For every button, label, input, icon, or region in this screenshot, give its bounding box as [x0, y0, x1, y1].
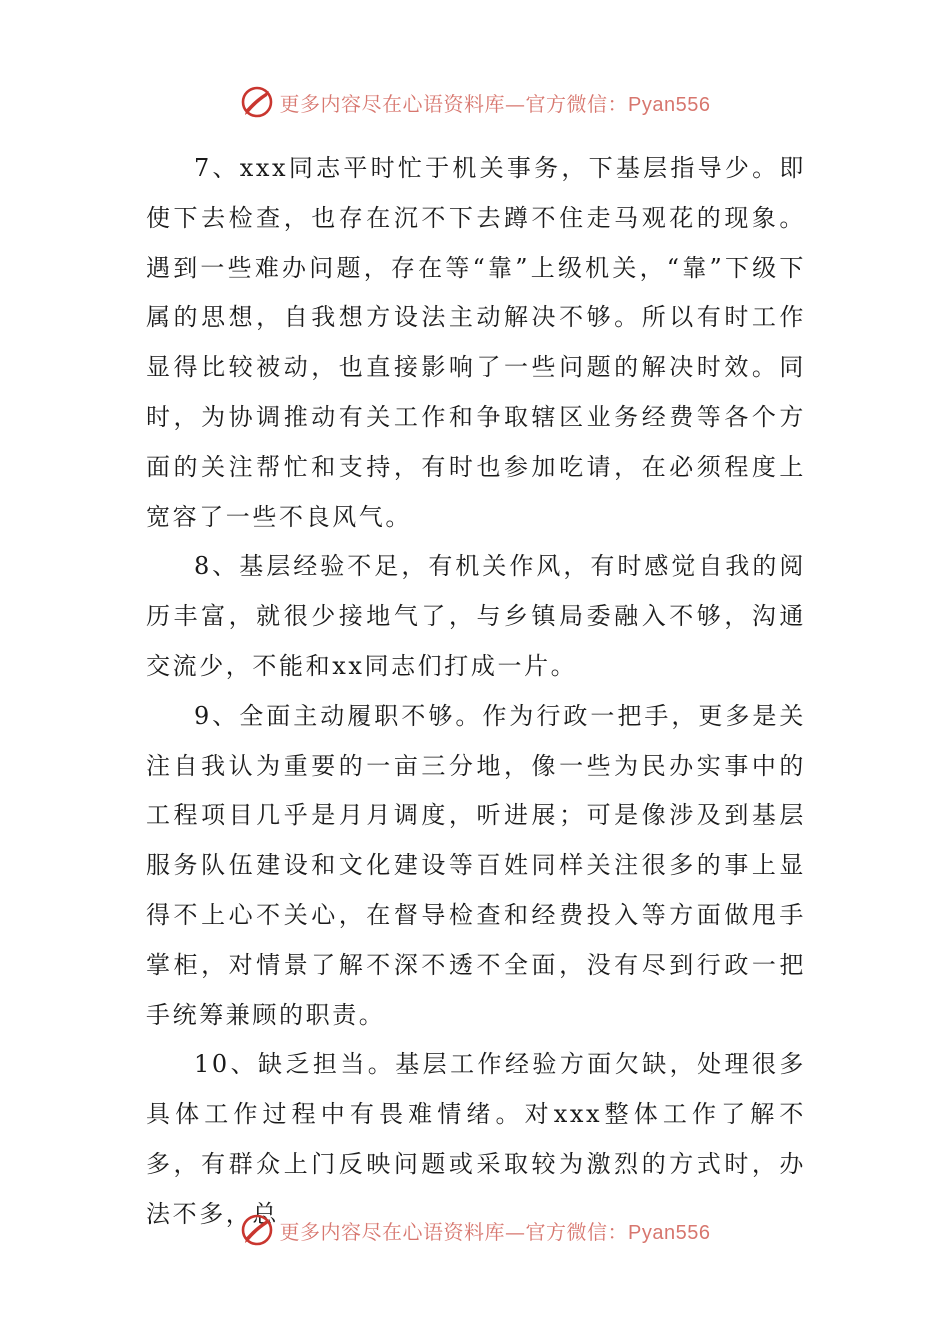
paragraph-9: 9、全面主动履职不够。作为行政一把手，更多是关注自我认为重要的一亩三分地，像一些为民办实事中的工程项目几乎是月月调度，听进展；可是像涉及到基层服务队伍建设和文化建设等百姓同样关注很多的事上显得不上心不关心，在督导检查和经费投入等方面做甩手掌柜，对情景了解不深不透不全面，没有尽到行政一把手统筹兼顾的职责。: [146, 701, 806, 1029]
header-banner: [0, 80, 950, 124]
header-banner-text: 更多内容尽在心语资料库—官方微信：Pyan556: [279, 91, 711, 116]
document-body: [146, 144, 806, 1240]
footer-banner-content: [240, 1213, 711, 1247]
footer-banner: [0, 1208, 950, 1252]
header-banner-content: [240, 85, 711, 119]
paragraph-8: 8、基层经验不足，有机关作风，有时感觉自我的阅历丰富，就很少接地气了，与乡镇局委融入不够，沟通交流少，不能和xx同志们打成一片。: [146, 552, 806, 680]
pen-circle-logo-icon: [240, 1213, 274, 1247]
wechat-id: Pyan556: [628, 1221, 711, 1244]
footer-banner-text: 更多内容尽在心语资料库—官方微信：Pyan556: [279, 1219, 711, 1244]
paragraph-7: 7、xxx同志平时忙于机关事务，下基层指导少。即使下去检查，也存在沉不下去蹲不住走马观花的现象。遇到一些难办问题，存在等“靠”上级机关，“靠”下级下属的思想，自我想方设法主动解决不够。所以有时工作显得比较被动，也直接影响了一些问题的解决时效。同时，为协调推动有关工作和争取辖区业务经费等各个方面的关注帮忙和支持，有时也参加吃请，在必须程度上宽容了一些不良风气。: [146, 154, 806, 531]
paragraph-10: 10、缺乏担当。基层工作经验方面欠缺，处理很多具体工作过程中有畏难情绪。对xxx整体工作了解不多，有群众上门反映问题或采取较为激烈的方式时，办法不多，总: [146, 1050, 806, 1228]
wechat-id: Pyan556: [628, 93, 711, 116]
pen-circle-logo-icon: [240, 85, 274, 119]
